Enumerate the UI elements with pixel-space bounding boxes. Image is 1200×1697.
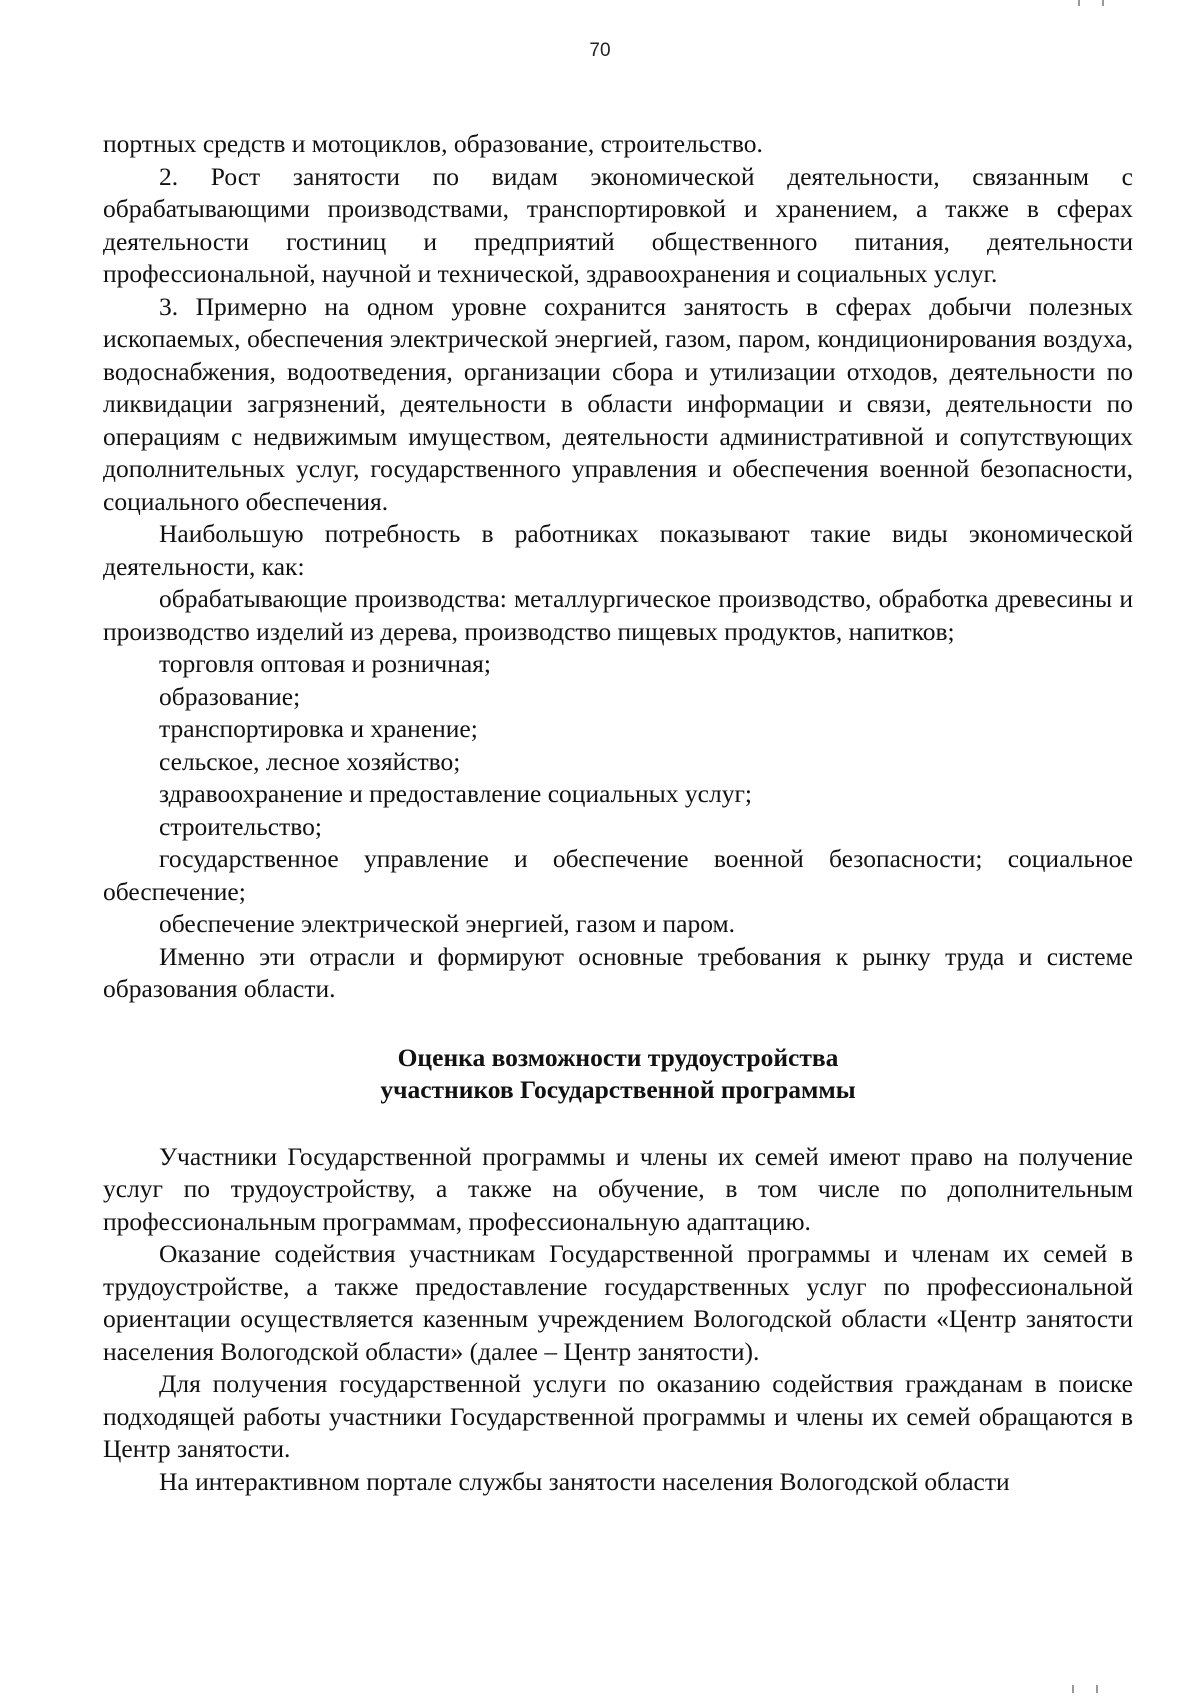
paragraph: Наибольшую потребность в работниках показывают такие виды экономической деятельности, как: [103, 519, 1133, 581]
paragraph: транспортировка и хранение; [159, 714, 478, 743]
paragraph: здравоохранение и предоставление социальных услуг; [159, 779, 752, 808]
scan-corner-mark-bottom [1072, 1685, 1098, 1693]
paragraphs-after-heading [103, 1141, 1133, 1499]
paragraph: портных средств и мотоциклов, образование, строительство. [103, 129, 763, 158]
scan-corner-mark-top [1078, 0, 1104, 6]
paragraph: торговля оптовая и розничная; [159, 649, 491, 678]
paragraph: 3. Примерно на одном уровне сохранится занятость в сферах добычи полезных ископаемых, обеспечения электрической энергией, газом, паром, кондиционирования воздуха, водоснабжения, водоотведения, организации сбора и утилизации отходов, деятельности по ликвидации загрязнений, деятельности в области информации и связи, деятельности по операциям с недвижимым имуществом, деятельности административной и сопутствующих дополнительных услуг, государственного управления и обеспечения военной безопасности, социального обеспечения. [103, 291, 1133, 516]
paragraph: Участники Государственной программы и члены их семей имеют право на получение услуг по трудоустройству, а также на обучение, в том числе по дополнительным профессиональным программам, профессиональную адаптацию. [103, 1141, 1133, 1236]
page-number: 70 [589, 40, 611, 61]
paragraph: государственное управление и обеспечение военной безопасности; социальное обеспечение; [103, 844, 1133, 906]
paragraph: образование; [159, 681, 301, 711]
paragraph: обеспечение электрической энергией, газом и паром. [159, 909, 735, 938]
document-body [103, 128, 1133, 1498]
paragraph: обрабатывающие производства: металлургическое производство, обработка древесины и производство изделий из дерева, производство пищевых продуктов, напитков; [103, 584, 1133, 646]
section-heading [103, 1042, 1133, 1107]
paragraph: Именно эти отрасли и формируют основные требования к рынку труда и системе образования области. [103, 941, 1133, 1003]
paragraphs-before-heading [103, 128, 1133, 1006]
paragraph: Оказание содействия участникам Государственной программы и членам их семей в трудоустройстве, а также предоставление государственных услуг по профессиональной ориентации осуществляется казенным учреждением Вологодской области «Центр занятости населения Вологодской области» (далее – Центр занятости). [103, 1239, 1133, 1366]
section-heading-line-1: Оценка возможности трудоустройства [397, 1042, 839, 1072]
paragraph: Для получения государственной услуги по оказанию содействия гражданам в поиске подходящей работы участники Государственной программы и члены их семей обращаются в Центр занятости. [103, 1369, 1133, 1463]
section-heading-line-2: участников Государственной программы [380, 1075, 856, 1104]
paragraph: 2. Рост занятости по видам экономической деятельности, связанным с обрабатывающими производствами, транспортировкой и хранением, а также в сферах деятельности гостиниц и предприятий общественного питания, деятельности профессиональной, научной и технической, здравоохранения и социальных услуг. [103, 161, 1133, 288]
paragraph: На интерактивном портале службы занятости населения Вологодской области [159, 1466, 1010, 1496]
paragraph: сельское, лесное хозяйство; [159, 746, 461, 776]
paragraph: строительство; [159, 811, 322, 841]
